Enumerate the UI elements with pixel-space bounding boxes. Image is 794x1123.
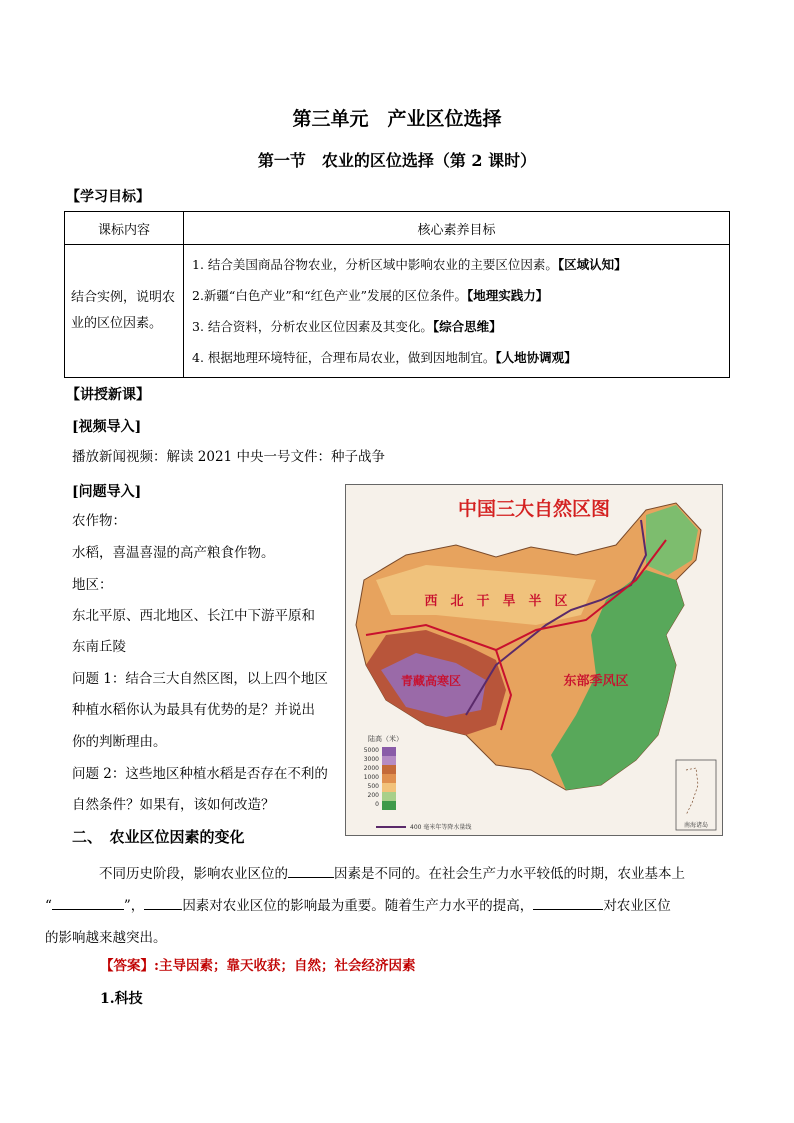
legend-value: 200 xyxy=(367,792,379,799)
fill-blank[interactable] xyxy=(144,895,182,910)
legend-swatch xyxy=(382,792,396,801)
legend-swatch xyxy=(382,783,396,792)
legend-value: 1000 xyxy=(363,774,379,781)
left-line: 水稻，喜温喜湿的高产粮食作物。 xyxy=(72,545,275,561)
legend-swatch xyxy=(382,756,396,765)
left-line: 农作物： xyxy=(72,513,126,529)
fill-blank[interactable] xyxy=(288,863,334,878)
legend-value: 3000 xyxy=(363,756,379,763)
left-line: 问题 1：结合三大自然区图，以上四个地区 xyxy=(72,671,328,687)
legend-value: 5000 xyxy=(363,747,379,754)
new-lesson-heading: 【讲授新课】 xyxy=(66,387,150,403)
china-natural-regions-map xyxy=(345,484,723,836)
paragraph-location-factors: 不同历史阶段，影响农业区位的 因素是不同的。在社会生产力水平较低的时期，农业基本上 “ ”， 因素对农业区位的影响最为重要。随着生产力水平的提高， 对农业区位 的影响越来越突出。 xyxy=(72,858,732,954)
left-line: 种植水稻你认为最具有优势的是？并说出 xyxy=(72,702,315,718)
question-heading: [问题导入] xyxy=(72,484,142,500)
answer: 【答案】:主导因素；靠天收获；自然；社会经济因素 xyxy=(100,958,416,974)
table-header-standard: 课标内容 xyxy=(65,212,184,245)
map-title: 中国三大自然区图 xyxy=(457,498,611,520)
section2-heading: 二、 农业区位因素的变化 xyxy=(72,828,245,846)
goal-item: 2.新疆“白色产业”和“红色产业”发展的区位条件。【地理实践力】 xyxy=(192,288,549,303)
left-line: 地区： xyxy=(72,577,113,593)
inset-label: 南海诸岛 xyxy=(683,822,709,829)
legend-swatch xyxy=(382,774,396,783)
map-region-label: 西 北 干 旱 半 区 xyxy=(424,594,568,609)
left-line: 问题 2：这些地区种植水稻是否存在不利的 xyxy=(72,766,328,782)
legend-value: 500 xyxy=(367,783,379,790)
goal-item: 3. 结合资料，分析农业区位因素及其变化。【综合思维】 xyxy=(192,319,502,334)
legend-value: 2000 xyxy=(363,765,379,772)
legend-swatch xyxy=(382,747,396,756)
learning-goals-table xyxy=(64,211,730,378)
fill-blank[interactable] xyxy=(52,895,124,910)
table-header-competency: 核心素养目标 xyxy=(184,212,730,245)
map-region-label: 东部季风区 xyxy=(563,674,629,689)
learning-goals-heading: 【学习目标】 xyxy=(66,189,150,205)
goal-item: 1. 结合美国商品谷物农业，分析区域中影响农业的主要区位因素。【区域认知】 xyxy=(192,257,627,272)
legend-title: 陆高（米） xyxy=(368,735,403,743)
legend-swatch xyxy=(382,765,396,774)
video-heading: [视频导入] xyxy=(72,419,142,435)
left-line: 东南丘陵 xyxy=(72,639,126,655)
subheading-tech: 1.科技 xyxy=(100,991,143,1007)
fill-blank[interactable] xyxy=(533,895,603,910)
video-text: 播放新闻视频：解读 2021 中央一号文件：种子战争 xyxy=(72,449,385,465)
left-line: 东北平原、西北地区、长江中下游平原和 xyxy=(72,608,315,624)
legend-value: 0 xyxy=(375,801,379,808)
table-cell-standard: 结合实例，说明农业的区位因素。 xyxy=(65,245,184,378)
left-line: 你的判断理由。 xyxy=(72,734,167,750)
isohyet-label: 400 毫米年等降水量线 xyxy=(410,824,472,831)
goal-item: 4. 根据地理环境特征，合理布局农业，做到因地制宜。【人地协调观】 xyxy=(192,350,577,365)
unit-title: 第三单元 产业区位选择 xyxy=(292,108,502,130)
left-line: 自然条件？如果有，该如何改造？ xyxy=(72,797,275,813)
section-title: 第一节 农业的区位选择（第 2 课时） xyxy=(257,151,537,170)
map-region-label: 青藏高寒区 xyxy=(400,674,462,688)
legend-swatch xyxy=(382,801,396,810)
